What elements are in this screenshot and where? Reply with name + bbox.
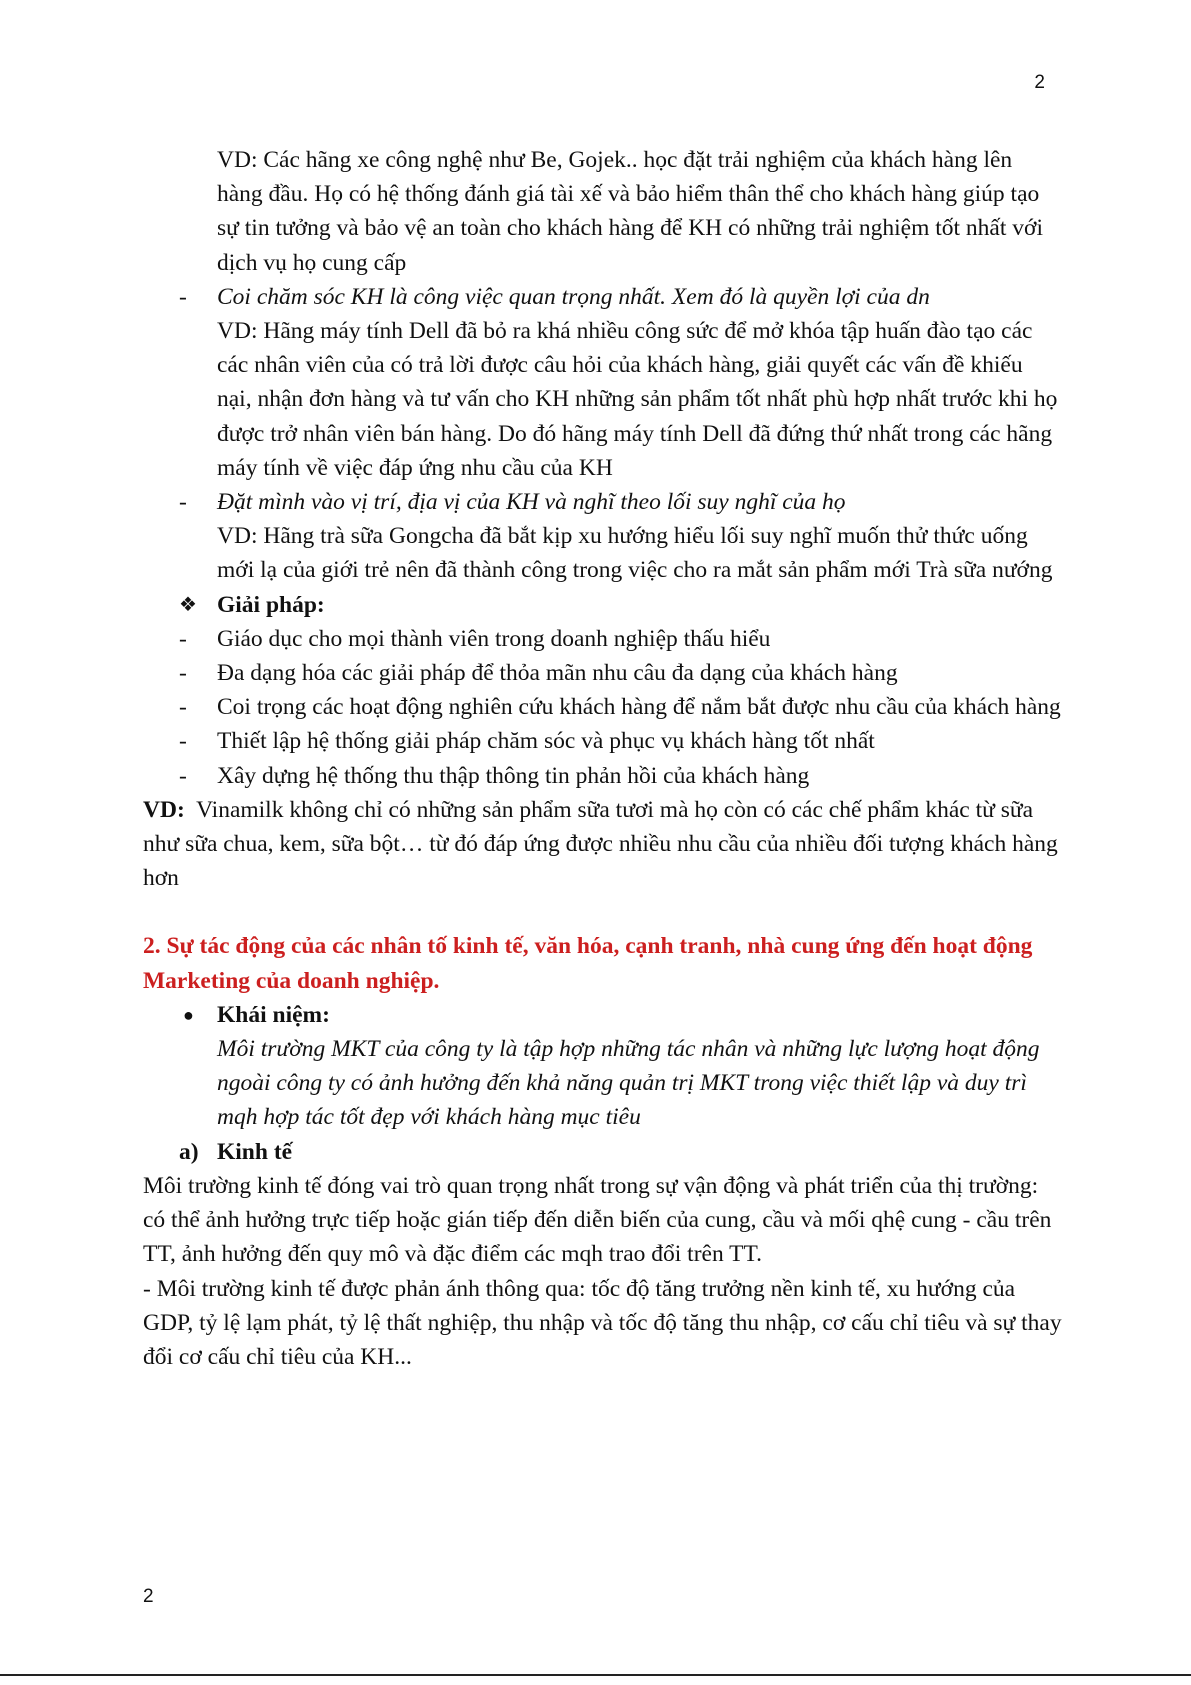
dash-marker: - bbox=[179, 728, 187, 755]
list-item-text: Thiết lập hệ thống giải pháp chăm sóc và phục vụ khách hàng tốt nhất bbox=[217, 728, 875, 755]
list-item bbox=[143, 724, 1063, 758]
vinamilk-example bbox=[143, 793, 1063, 896]
page-number-bottom: 2 bbox=[143, 1586, 154, 1607]
concept-heading bbox=[143, 998, 1063, 1032]
page-bottom-rule bbox=[0, 1674, 1191, 1676]
page-number-top: 2 bbox=[1034, 72, 1045, 93]
list-item-text: Giáo dục cho mọi thành viên trong doanh nghiệp thấu hiểu bbox=[217, 625, 771, 652]
spacer bbox=[143, 895, 1063, 929]
dash-marker: - bbox=[179, 625, 187, 652]
list-item-text: Coi trọng các hoạt động nghiên cứu khách hàng để nắm bắt được nhu cầu của khách hàng bbox=[217, 694, 1061, 721]
economy-heading-text: Kinh tế bbox=[217, 1138, 293, 1165]
document-body bbox=[143, 143, 1063, 1374]
economy-paragraph: Môi trường kinh tế đóng vai trò quan trọng nhất trong sự vận động và phát triển của thị trường: có thể ảnh hưởng trực tiếp hoặc gián tiếp đến diễn biến của cung, cầu và mối qhệ cung - cầu trên TT, ảnh hưởng đến quy mô và đặc điểm các mqh trao đổi trên TT. bbox=[143, 1172, 1052, 1268]
bullet-icon: ● bbox=[183, 1004, 194, 1025]
list-item bbox=[143, 690, 1063, 724]
point-title: Coi chăm sóc KH là công việc quan trọng nhất. Xem đó là quyền lợi của dn bbox=[217, 283, 930, 310]
concept-definition: Môi trường MKT của công ty là tập hợp những tác nhân và những lực lượng hoạt động ngoài công ty có ảnh hưởng đến khả năng quản trị MKT trong việc thiết lập và duy trì mqh hợp tác tốt đẹp với khách hàng mục tiêu bbox=[217, 1036, 1040, 1131]
list-item bbox=[143, 622, 1063, 656]
point-title: Đặt mình vào vị trí, địa vị của KH và nghĩ theo lối suy nghĩ của họ bbox=[217, 489, 846, 516]
dash-marker: - bbox=[179, 660, 187, 687]
list-item bbox=[143, 759, 1063, 793]
list-item-text: Đa dạng hóa các giải pháp để thỏa mãn nhu câu đa dạng của khách hàng bbox=[217, 660, 898, 687]
example-tech-ride: VD: Các hãng xe công nghệ như Be, Gojek.. học đặt trải nghiệm của khách hàng lên hàng đầu. Họ có hệ thống đánh giá tài xế và bảo hiểm thân thể cho khách hàng giúp tạo sự tin tưởng và bảo vệ an toàn cho khách hàng để KH có những trải nghiệm tốt nhất với dịch vụ họ cung cấp bbox=[217, 147, 1043, 276]
point-example: VD: Hãng trà sữa Gongcha đã bắt kịp xu hướng hiểu lối suy nghĩ muốn thử thức uống mới lạ của giới trẻ nên đã thành công trong việc cho ra mắt sản phẩm mới Trà sữa nướng bbox=[217, 523, 1053, 584]
point-customer-care bbox=[143, 280, 1063, 485]
solution-heading bbox=[143, 588, 1063, 622]
section-heading: 2. Sự tác động của các nhân tố kinh tế, văn hóa, cạnh tranh, nhà cung ứng đến hoạt động Marketing của doanh nghiệp. bbox=[143, 933, 1033, 994]
alpha-marker: a) bbox=[179, 1138, 199, 1165]
list-item-text: Xây dựng hệ thống thu thập thông tin phản hồi của khách hàng bbox=[217, 762, 810, 789]
example-text: Vinamilk không chỉ có những sản phẩm sữa tươi mà họ còn có các chế phẩm khác từ sữa như sữa chua, kem, sữa bột… từ đó đáp ứng được nhiều nhu cầu của nhiều đối tượng khách hàng hơn bbox=[143, 796, 1064, 892]
example-label: VD: bbox=[143, 796, 185, 823]
concept-heading-text: Khái niệm: bbox=[217, 1001, 330, 1028]
dash-marker: - bbox=[179, 694, 187, 721]
point-example: VD: Hãng máy tính Dell đã bỏ ra khá nhiều công sức để mở khóa tập huấn đào tạo các các nhân viên của có trả lời được câu hỏi của khách hàng, giải quyết các vấn đề khiếu nại, nhận đơn hàng và tư vấn cho KH những sản phẩm tốt nhất phù hợp nhất trước khi họ được trở nhân viên bán hàng. Do đó hãng máy tính Dell đã đứng thứ nhất trong các hãng máy tính về việc đáp ứng nhu cầu của KH bbox=[217, 318, 1058, 481]
economy-heading bbox=[143, 1135, 1063, 1169]
diamond-icon: ❖ bbox=[179, 593, 197, 616]
dash-marker: - bbox=[179, 489, 187, 516]
list-item bbox=[143, 656, 1063, 690]
solution-heading-text: Giải pháp: bbox=[217, 591, 325, 618]
solution-list bbox=[143, 622, 1063, 793]
dash-marker: - bbox=[179, 283, 187, 310]
dash-marker: - bbox=[179, 762, 187, 789]
economy-paragraph: - Môi trường kinh tế được phản ánh thông qua: tốc độ tăng trưởng nền kinh tế, xu hướng của GDP, tỷ lệ lạm phát, tỷ lệ thất nghiệp, thu nhập và tốc độ tăng thu nhập, cơ cấu chỉ tiêu và sự thay đổi cơ cấu chỉ tiêu của KH... bbox=[143, 1275, 1062, 1370]
point-customer-perspective bbox=[143, 485, 1063, 588]
